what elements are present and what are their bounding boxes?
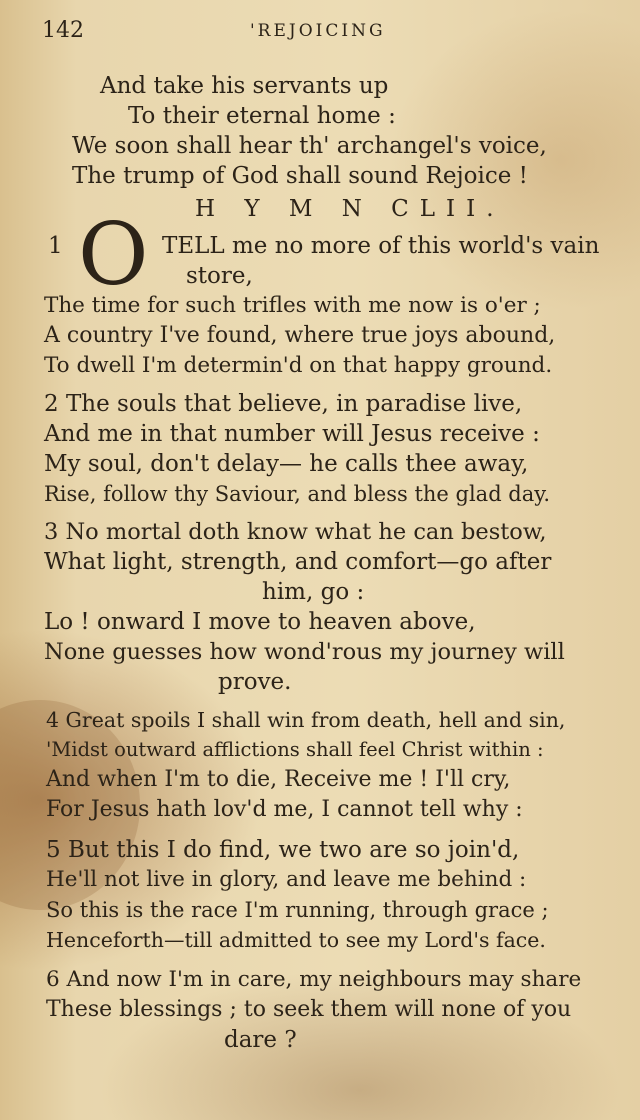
verse-line: Lo ! onward I move to heaven above,	[44, 609, 476, 635]
verse-line: Henceforth—till admitted to see my Lord's face.	[46, 928, 546, 952]
verse-line: dare ?	[224, 1027, 297, 1053]
verse-line: He'll not live in glory, and leave me behind :	[46, 867, 527, 892]
verse-line: To dwell I'm determin'd on that happy ground.	[44, 353, 553, 378]
verse-line: So this is the race I'm running, through grace ;	[46, 898, 549, 922]
page-number: 142	[42, 18, 84, 43]
verse-line: And take his servants up	[100, 73, 389, 99]
verse-line: 6 And now I'm in care, my neighbours may share	[46, 967, 582, 992]
verse-line: The time for such trifles with me now is o'er ;	[44, 293, 541, 318]
verse-line: Rise, follow thy Saviour, and bless the glad day.	[44, 482, 551, 506]
verse-line: To their eternal home :	[128, 103, 396, 129]
verse-line: We soon shall hear th' archangel's voice,	[72, 133, 547, 159]
hymn-title: H Y M N CLII.	[195, 196, 505, 222]
verse-line: prove.	[218, 669, 292, 695]
verse-line: A country I've found, where true joys abound,	[44, 323, 556, 348]
verse-line: What light, strength, and comfort—go after	[44, 549, 552, 575]
verse-line: TELL me no more of this world's vain	[162, 233, 600, 259]
verse-line: 4 Great spoils I shall win from death, hell and sin,	[46, 708, 566, 732]
verse-line: 'Midst outward afflictions shall feel Christ within :	[46, 738, 544, 761]
verse-line: For Jesus hath lov'd me, I cannot tell why :	[46, 797, 523, 822]
verse-line: 3 No mortal doth know what he can bestow,	[44, 519, 547, 545]
verse-line: And me in that number will Jesus receive :	[44, 421, 540, 447]
verse-line: 2 The souls that believe, in paradise live,	[44, 391, 523, 417]
verse-line: These blessings ; to seek them will none of you	[46, 997, 572, 1022]
verse-line: him, go :	[262, 579, 365, 605]
verse-line: And when I'm to die, Receive me ! I'll cry,	[46, 767, 511, 792]
verse-line: 5 But this I do find, we two are so join'd,	[46, 837, 520, 863]
running-head: 'REJOICING	[250, 21, 386, 41]
drop-cap: O	[78, 205, 149, 305]
verse-line: None guesses how wond'rous my journey will	[44, 639, 565, 665]
verse-line: The trump of God shall sound Rejoice !	[72, 163, 528, 189]
stanza-number: 1	[48, 233, 63, 259]
verse-line: My soul, don't delay— he calls thee away,	[44, 451, 529, 477]
verse-line: store,	[186, 263, 253, 289]
